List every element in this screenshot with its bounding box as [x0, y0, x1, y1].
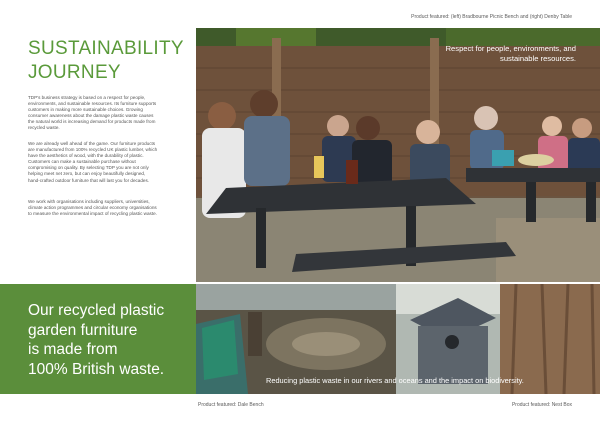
hero-photo-picnic-bench — [196, 28, 600, 282]
statement-line-3: is made from — [28, 341, 118, 358]
strip-caption: Reducing plastic waste in our rivers and oceans and the impact on biodiversity. — [266, 376, 524, 385]
hero-photo-illustration — [196, 28, 600, 282]
statement-line-1: Our recycled plastic — [28, 302, 165, 319]
statement-line-2: garden furniture — [28, 321, 138, 339]
top-photo-caption: Product featured: (left) Bradbourne Picnic Bench and (right) Denby Table — [411, 14, 572, 20]
hero-quote: Respect for people, environments, and sustainable resources. — [445, 44, 576, 63]
bottom-left-caption: Product featured: Dale Bench — [198, 402, 264, 408]
body-paragraph-1: TDP's business strategy is based on a respect for people, environments, and sustainable resources. Its furniture supports customers in making more sustainable choices. Growing consumer awareness about the damage plastic waste causes the natural world is increasing demand for products made from recycled waste. — [28, 95, 157, 131]
statement-line-4: 100% British waste. — [28, 360, 165, 378]
title-line-1: SUSTAINABILITY — [28, 38, 184, 59]
page-title — [28, 37, 198, 85]
bottom-right-caption: Product featured: Nest Box — [511, 402, 572, 408]
body-paragraph-3: We work with organisations including suppliers, universities, climate action programmes and circular economy organisations to measure the environmental impact of recycling plastic waste. — [28, 199, 157, 217]
body-paragraph-2: We are already well ahead of the game. Our furniture products are manufactured from 100% recycled UK plastic lumber, which have the aesthetics of wood, with the durability of plastic. Customers can make a sustainable purchase without compromising on quality. By selecting TDP you are not only helping meet net zero, but can enjoy beautifully designed, hand-crafted outdoor furniture that will last you for decades. — [28, 141, 158, 183]
title-line-2: JOURNEY — [28, 62, 121, 83]
statement-block — [0, 284, 196, 394]
statement-text — [28, 301, 193, 379]
biodiversity-photo-strip — [196, 284, 600, 394]
